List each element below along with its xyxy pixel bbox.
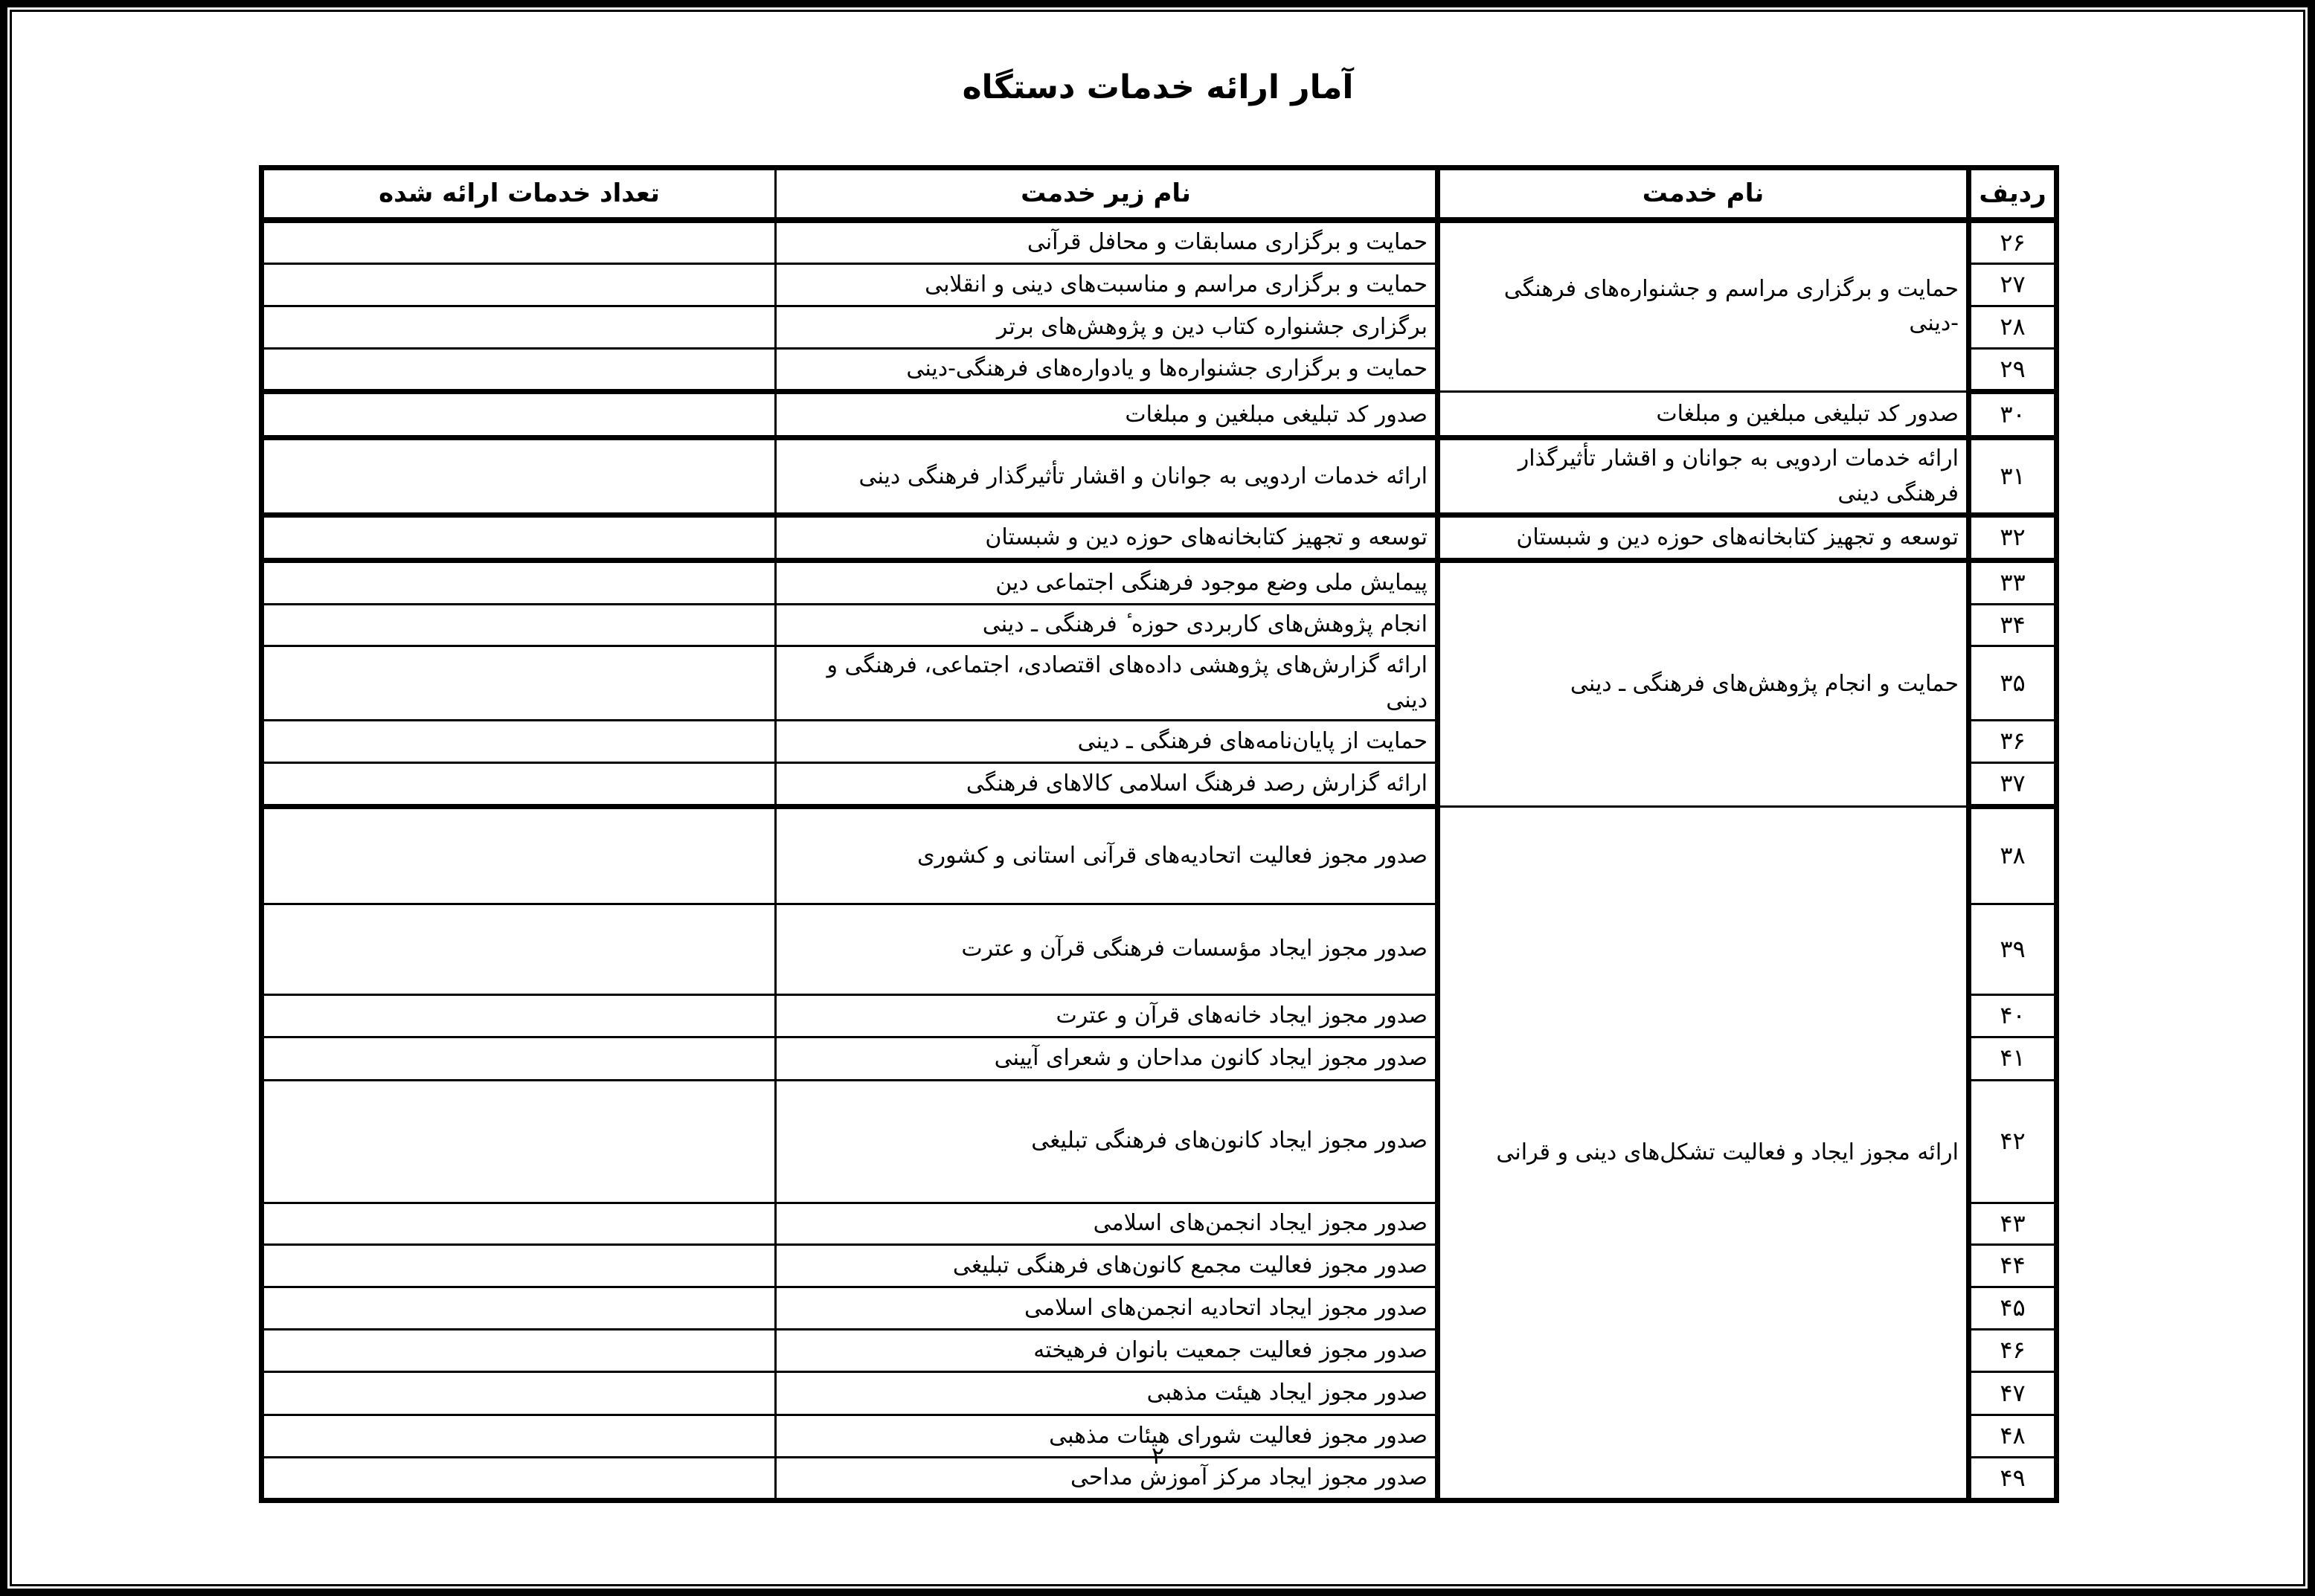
row-number-cell: ۳۲ [1969, 515, 2057, 561]
sub-service-cell: صدور مجوز فعالیت مجمع کانون‌های فرهنگی تبلیغی [776, 1245, 1438, 1287]
count-cell [262, 995, 776, 1037]
sub-service-cell: حمایت و برگزاری جشنواره‌ها و یادواره‌های فرهنگی-دینی [776, 348, 1438, 392]
sub-service-cell: ارائه گزارش رصد فرهنگ اسلامی کالاهای فرهنگی [776, 763, 1438, 807]
count-cell [262, 560, 776, 604]
row-number-cell: ۳۹ [1969, 904, 2057, 995]
count-cell [262, 220, 776, 264]
service-name-cell: ارائه مجوز ایجاد و فعالیت تشکل‌های دینی و قرانی [1438, 807, 1969, 1501]
service-name-cell: ارائه خدمات اردویی به جوانان و اقشار تأثیرگذار فرهنگی دینی [1438, 438, 1969, 515]
table-row [262, 392, 2057, 438]
row-number-cell: ۴۲ [1969, 1080, 2057, 1203]
sub-service-cell: حمایت و برگزاری مراسم و مناسبت‌های دینی و انقلابی [776, 264, 1438, 306]
table-header-row [262, 168, 2057, 220]
count-cell [262, 306, 776, 349]
sub-service-cell: حمایت از پایان‌نامه‌های فرهنگی ـ دینی [776, 721, 1438, 763]
row-number-cell: ۳۱ [1969, 438, 2057, 515]
sub-service-cell: صدور مجوز فعالیت اتحادیه‌های قرآنی استانی و کشوری [776, 807, 1438, 904]
sub-service-cell: صدور مجوز ایجاد هیئت مذهبی [776, 1371, 1438, 1415]
count-cell [262, 807, 776, 904]
header-sub-service-name: نام زیر خدمت [776, 168, 1438, 220]
count-cell [262, 1287, 776, 1330]
count-cell [262, 264, 776, 306]
service-name-cell: توسعه و تجهیز کتابخانه‌های حوزه دین و شبستان [1438, 515, 1969, 561]
table-row [262, 560, 2057, 604]
sub-service-cell: پیمایش ملی وضع موجود فرهنگی اجتماعی دین [776, 560, 1438, 604]
count-cell [262, 763, 776, 807]
page-number: ۲ [1151, 1441, 1165, 1470]
count-cell [262, 1203, 776, 1245]
row-number-cell: ۳۴ [1969, 604, 2057, 646]
row-number-cell: ۲۹ [1969, 348, 2057, 392]
row-number-cell: ۳۳ [1969, 560, 2057, 604]
row-number-cell: ۴۵ [1969, 1287, 2057, 1330]
count-cell [262, 515, 776, 561]
sub-service-cell: صدور مجوز ایجاد مرکز آموزش مداحی [776, 1457, 1438, 1501]
sub-service-cell: صدور کد تبلیغی مبلغین و مبلغات [776, 392, 1438, 438]
sub-service-cell: ارائه گزارش‌های پژوهشی داده‌های اقتصادی، اجتماعی، فرهنگی و دینی [776, 646, 1438, 721]
count-cell [262, 348, 776, 392]
count-cell [262, 1080, 776, 1203]
row-number-cell: ۳۸ [1969, 807, 2057, 904]
count-cell [262, 646, 776, 721]
row-number-cell: ۳۰ [1969, 392, 2057, 438]
count-cell [262, 604, 776, 646]
sub-service-cell: صدور مجوز ایجاد کانون مداحان و شعرای آیینی [776, 1037, 1438, 1080]
count-cell [262, 1245, 776, 1287]
sub-service-cell: انجام پژوهش‌های کاربردی حوزه ٔ فرهنگی ـ دینی [776, 604, 1438, 646]
table-row [262, 515, 2057, 561]
row-number-cell: ۳۶ [1969, 721, 2057, 763]
row-number-cell: ۴۱ [1969, 1037, 2057, 1080]
header-row-number: ردیف [1969, 168, 2057, 220]
row-number-cell: ۲۷ [1969, 264, 2057, 306]
count-cell [262, 1329, 776, 1371]
sub-service-cell: صدور مجوز ایجاد مؤسسات فرهنگی قرآن و عترت [776, 904, 1438, 995]
table-row [262, 220, 2057, 264]
row-number-cell: ۴۶ [1969, 1329, 2057, 1371]
header-count: تعداد خدمات ارائه شده [262, 168, 776, 220]
row-number-cell: ۳۷ [1969, 763, 2057, 807]
count-cell [262, 721, 776, 763]
row-number-cell: ۴۷ [1969, 1371, 2057, 1415]
count-cell [262, 438, 776, 515]
row-number-cell: ۲۶ [1969, 220, 2057, 264]
count-cell [262, 1371, 776, 1415]
sub-service-cell: صدور مجوز ایجاد کانون‌های فرهنگی تبلیغی [776, 1080, 1438, 1203]
services-table [259, 165, 2059, 1503]
count-cell [262, 1037, 776, 1080]
sub-service-cell: توسعه و تجهیز کتابخانه‌های حوزه دین و شبستان [776, 515, 1438, 561]
row-number-cell: ۴۸ [1969, 1415, 2057, 1457]
sub-service-cell: حمایت و برگزاری مسابقات و محافل قرآنی [776, 220, 1438, 264]
sub-service-cell: صدور مجوز ایجاد خانه‌های قرآن و عترت [776, 995, 1438, 1037]
sub-service-cell: صدور مجوز ایجاد انجمن‌های اسلامی [776, 1203, 1438, 1245]
row-number-cell: ۴۴ [1969, 1245, 2057, 1287]
count-cell [262, 904, 776, 995]
row-number-cell: ۴۳ [1969, 1203, 2057, 1245]
sub-service-cell: ارائه خدمات اردویی به جوانان و اقشار تأثیرگذار فرهنگی دینی [776, 438, 1438, 515]
sub-service-cell: برگزاری جشنواره کتاب دین و پژوهش‌های برتر [776, 306, 1438, 349]
table-row [262, 807, 2057, 904]
row-number-cell: ۴۹ [1969, 1457, 2057, 1501]
service-name-cell: حمایت و برگزاری مراسم و جشنواره‌های فرهنگی -دینی [1438, 220, 1969, 392]
row-number-cell: ۲۸ [1969, 306, 2057, 349]
page-title: آمار ارائه خدمات دستگاه [962, 68, 1354, 106]
table-row [262, 438, 2057, 515]
sub-service-cell: صدور مجوز فعالیت شورای هیئات مذهبی [776, 1415, 1438, 1457]
row-number-cell: ۴۰ [1969, 995, 2057, 1037]
header-service-name: نام خدمت [1438, 168, 1969, 220]
service-name-cell: صدور کد تبلیغی مبلغین و مبلغات [1438, 392, 1969, 438]
sub-service-cell: صدور مجوز ایجاد اتحادیه انجمن‌های اسلامی [776, 1287, 1438, 1330]
service-name-cell: حمایت و انجام پژوهش‌های فرهنگی ـ دینی [1438, 560, 1969, 806]
sub-service-cell: صدور مجوز فعالیت جمعیت بانوان فرهیخته [776, 1329, 1438, 1371]
count-cell [262, 392, 776, 438]
row-number-cell: ۳۵ [1969, 646, 2057, 721]
